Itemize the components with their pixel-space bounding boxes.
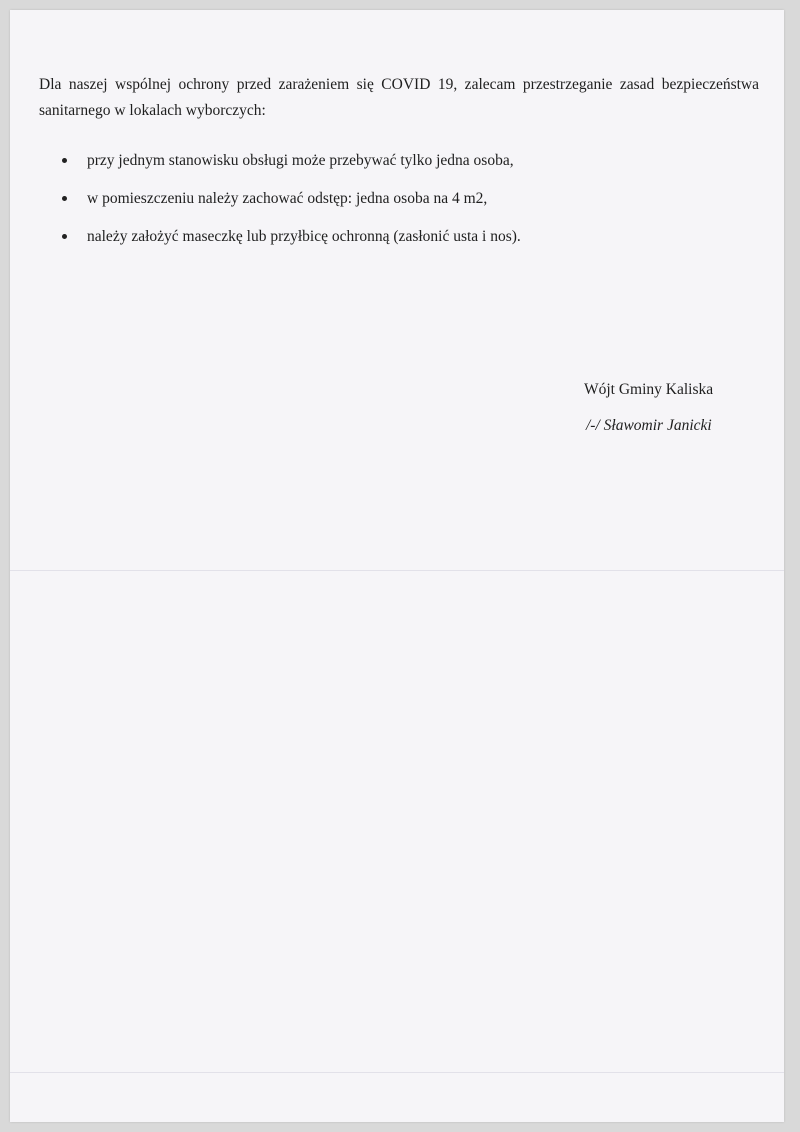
scan-artifact-line [10,1072,784,1073]
bullet-icon [62,234,67,239]
intro-paragraph: Dla naszej wspólnej ochrony przed zarażeniem się COVID 19, zalecam przestrzeganie zasad bezpieczeństwa sanitarnego w lokalach wyborczych: [39,76,759,119]
signatory-title: Wójt Gminy Kaliska [584,381,714,398]
bullet-icon [62,196,67,201]
document-page [10,10,784,1122]
list-item-text: przy jednym stanowisku obsługi może przebywać tylko jedna osoba, [87,152,514,169]
list-item [10,226,784,264]
list-item [10,150,784,188]
signature-block [570,372,770,444]
signatory-name: /-/ Sławomir Janicki [586,417,712,434]
scan-artifact-line [10,570,784,571]
list-item-text: w pomieszczeniu należy zachować odstęp: jedna osoba na 4 m2, [87,190,488,207]
bullet-icon [62,158,67,163]
list-item [10,188,784,226]
list-item-text: należy założyć maseczkę lub przyłbicę ochronną (zasłonić usta i nos). [87,228,521,245]
safety-rules-list [10,150,784,264]
